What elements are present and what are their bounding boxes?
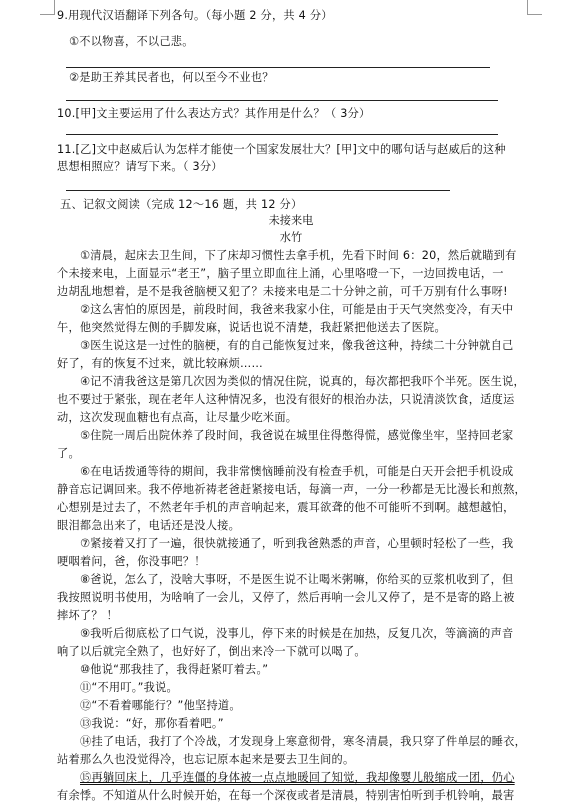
passage-line: 了。 bbox=[57, 447, 80, 460]
passage-line: 哽咽着问，爸，你没事吧？！ bbox=[57, 555, 206, 568]
section-heading: 五、记叙文阅读（完成 12～16 题，共 12 分） bbox=[60, 198, 303, 211]
passage-line: 也不要过于紧张，现在老年人这种情况多，也没有很好的根治办法，只说清淡饮食，适度运 bbox=[57, 393, 515, 406]
q10-title: 10.[甲]文主要运用了什么表达方式？其作用是什么？（ 3分） bbox=[57, 107, 371, 120]
q9-title: 9.用现代汉语翻译下列各句。（每小题 2 分，共 4 分） bbox=[57, 9, 333, 22]
q9-answer-line-2 bbox=[66, 100, 498, 101]
passage-line: 边胡乱地想着，是不是我爸脑梗又犯了？未接来电是二十分钟之前，可千万别有什么事呀! bbox=[57, 285, 508, 298]
passage-line: ⑩他说“那我挂了，我得赶紧叮着去。” bbox=[80, 663, 269, 676]
passage-line: ⑫“不看着哪能行？”他坚持道。 bbox=[80, 699, 241, 712]
crop-mark-top-right bbox=[527, 0, 542, 15]
passage-title: 未接来电 bbox=[268, 214, 314, 227]
passage-line: 好了，有的恢复不过来，就比较麻烦…… bbox=[57, 357, 263, 370]
passage-line: 摔坏了？ ！ bbox=[57, 609, 118, 622]
passage-line: ④记不清我爸这是第几次因为类似的情况住院，说真的，每次都把我吓个半死。医生说， bbox=[80, 375, 525, 388]
q10-answer-line bbox=[66, 134, 498, 135]
passage-line: ⑤住院一周后出院休养了段时间，我爸说在城里住得憋得慌，感觉像坐牢，坚持回老家 bbox=[80, 429, 514, 442]
passage-line: 有余悸。不知道从什么时候开始，在每一个深夜或者是清晨，特别害怕听到手机铃响，最害 bbox=[57, 789, 515, 802]
passage-line: 午，他突然觉得左侧的手脚发麻，说话也说不清楚，我赶紧把他送去了医院。 bbox=[57, 321, 446, 334]
crop-mark-top-left bbox=[40, 0, 55, 15]
passage-line: 我按照说明书使用，为啥响了一会儿，又停了，然后再响一会儿又停了，是不是寄的路上被 bbox=[57, 591, 515, 604]
passage-line: 眼泪都急出来了，电话还是没人接。 bbox=[57, 519, 241, 532]
passage-line: 心想别是过去了，不然老年手机的声音响起来，震耳欲聋的他不可能听不到啊。越想越怕， bbox=[57, 501, 515, 514]
passage-line: ⑧爸说，怎么了，没啥大事呀，不是医生说不让喝米粥嘛，你给买的豆浆机收到了，但 bbox=[80, 573, 514, 586]
q11-line-1: 11.[乙]文中赵威后认为怎样才能使一个国家发展壮大？[甲]文中的哪句话与赵威后的这种 bbox=[57, 143, 506, 156]
q9-item-1: ①不以物喜，不以己悲。 bbox=[69, 35, 194, 48]
passage-line: 响了以后就完全熟了，也好好了，倒出来冷一下就可以喝了。 bbox=[57, 645, 366, 658]
q9-item-2: ②是助王养其民者也，何以至今不业也？ bbox=[69, 71, 274, 84]
passage-line-underlined: ⑮再躺回床上，几乎连僵的身体被一点点地暖回了知觉，我却像婴儿般缩成一团，仍心 bbox=[80, 771, 515, 784]
passage-line: ③医生说这是一过性的脑梗，有的自己能恢复过来，像我爸这种，持续二十分钟就自己 bbox=[80, 339, 514, 352]
passage-line: ⑬我说：“好，那你看着吧。” bbox=[80, 717, 224, 730]
passage-line: ②这么害怕的原因是，前段时间，我爸来我家小住，可能是由于天气突然变冷，有天中 bbox=[80, 303, 514, 316]
passage-line: ⑭挂了电话，我打了个冷战，才发现身上寒意彻骨，寒冬清晨，我只穿了件单层的睡衣， bbox=[80, 735, 527, 748]
passage-line: 站着那么久也没觉得冷，也忘记原本起来是要去卫生间的。 bbox=[57, 753, 355, 766]
q9-answer-line-1 bbox=[66, 67, 490, 68]
passage-line: ⑥在电话拨通等待的期间，我非常懊恼睡前没有检查手机，可能是白天开会把手机设成 bbox=[80, 465, 514, 478]
passage-line: ①清晨，起床去卫生间，下了床却习惯性去拿手机，先看下时间 6：20，然后就瞄到有 bbox=[80, 249, 517, 262]
passage-line: 动，这次发现血糖也有点高，让尽量少吃米面。 bbox=[57, 411, 298, 424]
passage-line: 个未接来电，上面显示“老王”，脑子里立即血往上涌，心里咯噔一下，一边回拨电话，一 bbox=[57, 267, 504, 280]
passage-author: 水竹 bbox=[279, 231, 303, 244]
q11-line-2: 思想相照应？请写下来。（ 3分） bbox=[57, 160, 223, 173]
passage-line: ⑦紧接着又打了一遍，很快就接通了，听到我爸熟悉的声音，心里顿时轻松了一些，我 bbox=[80, 537, 514, 550]
passage-line: 静音忘记调回来。我不停地祈祷老爸赶紧接电话，每滴一声，一分一秒都是无比漫长和煎熬， bbox=[57, 483, 526, 496]
passage-line: ⑨我听后彻底松了口气说，没事儿，停下来的时候是在加热，反复几次，等滴滴的声音 bbox=[80, 627, 514, 640]
passage-line: ⑪“不用叮。”我说。 bbox=[80, 681, 178, 694]
q11-answer-line bbox=[66, 190, 450, 191]
